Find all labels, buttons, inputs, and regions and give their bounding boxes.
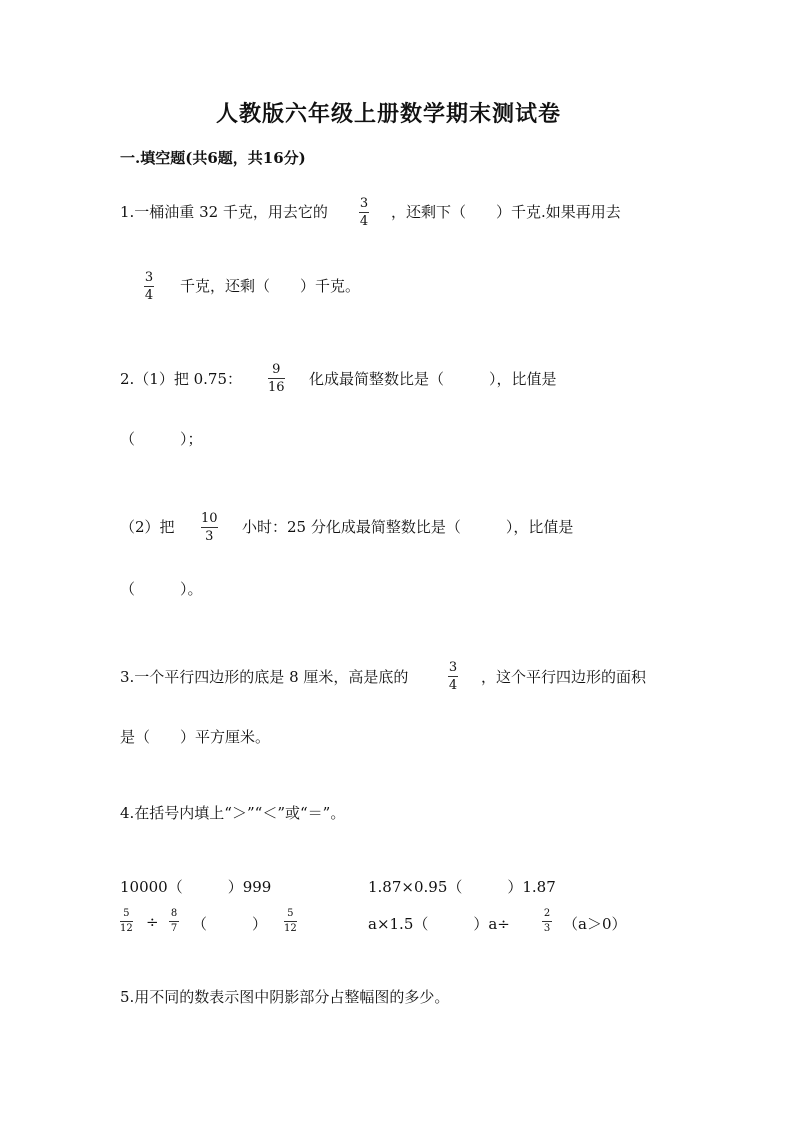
q4-row2-col2-b: （a＞0） bbox=[563, 915, 627, 933]
q3-text-c: 是（ ）平方厘米。 bbox=[120, 728, 271, 746]
q1-text-b: ，还剩下（ ）千克.如果再用去 bbox=[391, 203, 621, 221]
q2-fraction-2 bbox=[201, 511, 218, 544]
numerator: 8 bbox=[170, 908, 178, 919]
q3-text-a: 3.一个平行四边形的底是 8 厘米，高是底的 bbox=[120, 668, 409, 686]
q1-text-a: 1.一桶油重 32 千克，用去它的 bbox=[120, 203, 328, 221]
q4-row1-col1: 10000（ ）999 bbox=[120, 878, 272, 896]
denominator: 12 bbox=[120, 923, 133, 934]
q4-row2-paren: （ ） bbox=[192, 915, 268, 933]
q2-text-a: 2.（1）把 0.75： bbox=[120, 370, 243, 388]
page-title: 人教版六年级上册数学期末测试卷 bbox=[216, 101, 562, 127]
q2-text-b: 化成最简整数比是（ ），比值是 bbox=[309, 370, 557, 388]
numerator: 9 bbox=[272, 362, 281, 377]
numerator: 5 bbox=[287, 908, 294, 919]
numerator: 3 bbox=[448, 660, 458, 675]
numerator: 2 bbox=[543, 908, 551, 919]
q4-text-a: 4.在括号内填上“＞”“＜”或“＝”。 bbox=[120, 804, 346, 822]
numerator: 3 bbox=[359, 196, 369, 211]
q4-row2-fraction-3 bbox=[284, 908, 297, 935]
denominator: 3 bbox=[205, 529, 214, 544]
divide-sign: ÷ bbox=[146, 913, 159, 931]
q4-row2-col2-a: a×1.5（ ）a÷ bbox=[368, 915, 510, 933]
numerator: 3 bbox=[144, 270, 154, 285]
denominator: 4 bbox=[448, 678, 458, 693]
q2-text-f: （ ）。 bbox=[120, 580, 203, 598]
q2-text-c: （ ）； bbox=[120, 430, 203, 448]
q5-text-a: 5.用不同的数表示图中阴影部分占整幅图的多少。 bbox=[120, 988, 450, 1006]
q2-text-e: 小时：25 分化成最简整数比是（ ），比值是 bbox=[242, 518, 574, 536]
q4-row2-fraction-2 bbox=[169, 908, 179, 935]
numerator: 5 bbox=[123, 908, 130, 919]
q3-fraction-1 bbox=[448, 660, 458, 693]
denominator: 7 bbox=[170, 923, 178, 934]
q3-text-b: ，这个平行四边形的面积 bbox=[481, 668, 647, 686]
section-heading: 一.填空题(共6题，共16分) bbox=[120, 149, 306, 167]
q2-fraction-1 bbox=[268, 362, 285, 395]
denominator: 3 bbox=[543, 923, 551, 934]
denominator: 4 bbox=[144, 288, 154, 303]
numerator: 10 bbox=[201, 511, 218, 526]
q4-row2-fraction-4 bbox=[542, 908, 552, 935]
q1-text-c: 千克，还剩（ ）千克。 bbox=[180, 277, 361, 295]
denominator: 4 bbox=[359, 214, 369, 229]
q2-text-d: （2）把 bbox=[120, 518, 175, 536]
q4-row2-fraction-1 bbox=[120, 908, 133, 935]
denominator: 16 bbox=[268, 380, 285, 395]
q1-fraction-1 bbox=[359, 196, 369, 229]
q4-row1-col2: 1.87×0.95（ ）1.87 bbox=[368, 878, 556, 896]
q1-fraction-2 bbox=[144, 270, 154, 303]
denominator: 12 bbox=[284, 923, 297, 934]
